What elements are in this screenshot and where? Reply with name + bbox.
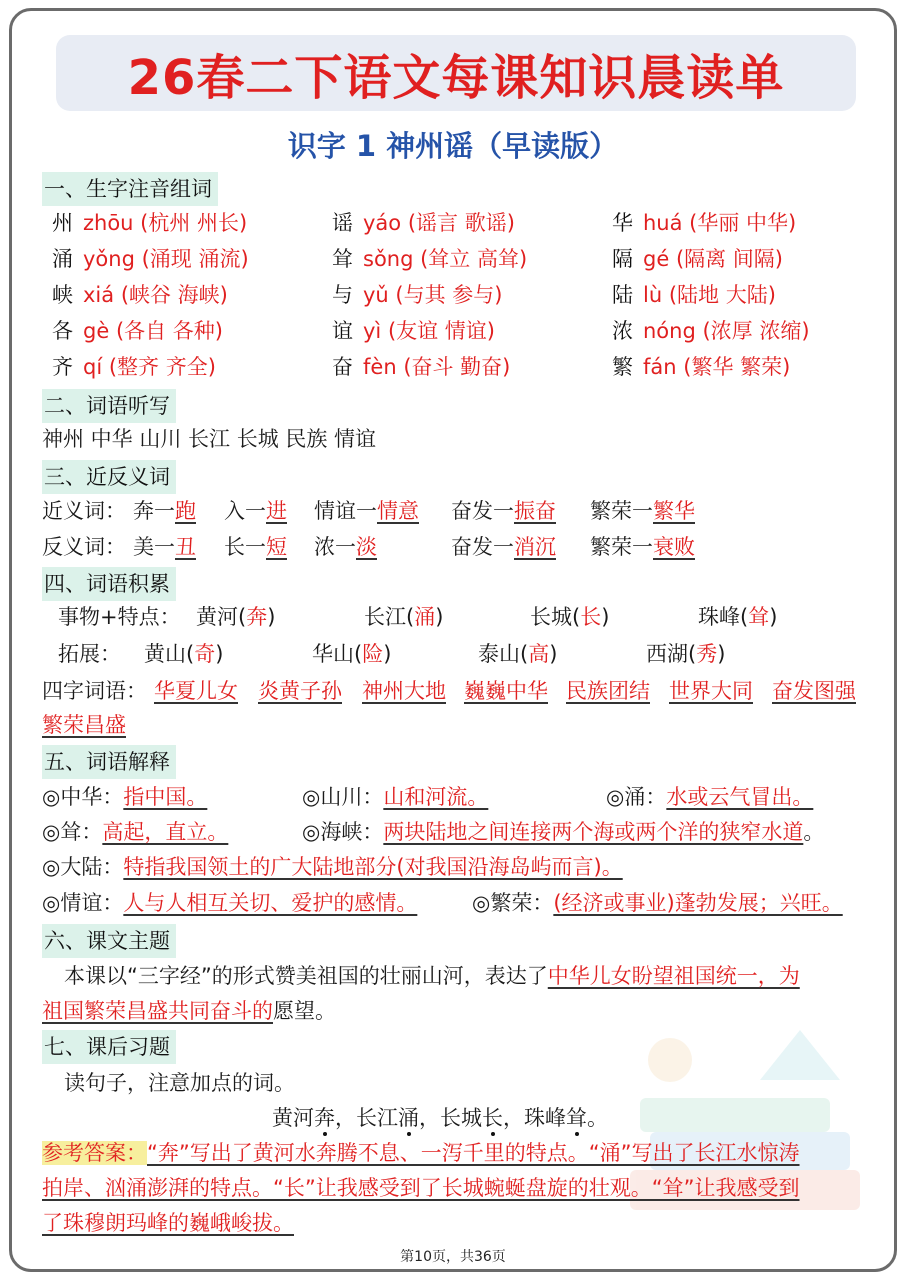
pinyin: yǔ [363,283,396,307]
pinyin: huá [643,211,690,235]
pinyin: nóng [643,319,703,343]
answer-word: 淡 [356,535,377,559]
answer-word: 消沉 [514,535,556,559]
word: 奔一 [133,499,175,523]
idiom: 繁荣昌盛 [42,713,126,737]
word-pair [224,532,287,562]
character-entry [52,316,223,346]
character-entry [612,280,776,310]
section-heading-theme: 六、课文主题 [42,924,176,958]
word: 情谊一 [314,499,377,523]
word-pair [451,532,556,562]
theme-line-2: 祖国繁荣昌盛共同奋斗的愿望。 [42,999,336,1023]
definition-term: ◎山川： [302,785,384,809]
definition [42,782,207,812]
section-heading-synonyms-antonyms: 三、近反义词 [42,460,176,494]
row-label: 近义词： [42,499,126,523]
definition [302,782,488,812]
dotted-character: 涌 [398,1106,419,1130]
theme-highlight-2: 祖国繁荣昌盛共同奋斗的 [42,999,273,1023]
word: 奋发一 [451,535,514,559]
word-pair [133,532,196,562]
answer-word: 进 [266,499,287,523]
definition-text: (经济或事业)蓬勃发展；兴旺。 [553,891,843,915]
idiom: 世界大同 [669,679,753,703]
word-group: (繁华 繁荣) [683,355,791,379]
definition-text: 山和河流。 [383,785,489,809]
character-entry [52,280,228,310]
word-group: (友谊 情谊) [387,319,495,343]
feature-pair [478,639,557,669]
character: 齐 [52,355,73,379]
character: 奋 [332,355,353,379]
definition-text: 高起，直立。 [102,820,229,844]
word-group: (陆地 大陆) [668,283,776,307]
word: 美一 [133,535,175,559]
word: 入一 [224,499,266,523]
feature: 高 [528,642,550,666]
feature: 涌 [414,605,436,629]
definition-term: ◎情谊： [42,891,124,915]
character-entry [612,244,783,274]
feature-pair [364,602,443,632]
feature: 奇 [194,642,216,666]
definition [42,817,228,847]
word-group: (谣言 歌谣) [407,211,515,235]
answer-word: 跑 [175,499,196,523]
character-entry [332,280,502,310]
paren: ) [383,642,392,666]
word-pair [590,496,695,526]
character: 各 [52,319,73,343]
character-entry [332,244,527,274]
word-pair [314,496,419,526]
feature-pair [646,639,725,669]
character-entry [332,316,495,346]
character: 陆 [612,283,633,307]
character-entry [52,208,247,238]
character-entry [52,352,216,382]
definition-term: ◎耸： [42,820,103,844]
pinyin: gé [643,247,676,271]
definition-text: 特指我国领土的广大陆地部分(对我国沿海岛屿而言)。 [123,855,623,879]
definition [42,852,623,882]
feature-pair [698,602,777,632]
definition-term: ◎中华： [42,785,124,809]
pinyin: fán [643,355,684,379]
definition [606,782,813,812]
sentence-end: 。 [587,1106,608,1130]
idiom: 奋发图强 [772,679,856,703]
definition-text: 指中国。 [123,785,208,809]
word-group: (隔离 间隔) [675,247,783,271]
row-label: 拓展： [58,642,121,666]
character-entry [612,208,796,238]
exercise-instruction: 读句子，注意加点的词。 [64,1071,295,1095]
section-heading-vocabulary: 四、词语积累 [42,567,176,601]
feature: 秀 [696,642,718,666]
place: 泰山( [478,642,529,666]
sentence-part: ，长江 [335,1106,398,1130]
section-heading-exercises: 七、课后习题 [42,1030,176,1064]
answer-word: 繁华 [653,499,695,523]
character: 繁 [612,355,633,379]
paren: ) [215,642,224,666]
pinyin: yǒng [83,247,142,271]
character: 谊 [332,319,353,343]
word: 长一 [224,535,266,559]
definition-term: ◎大陆： [42,855,124,879]
character-entry [52,244,249,274]
paren: ) [601,605,610,629]
character: 与 [332,283,353,307]
idiom: 民族团结 [566,679,650,703]
page-title: 26春二下语文每课知识晨读单 [127,49,785,106]
character-entry [332,352,510,382]
character-entry [612,352,790,382]
dotted-character: 长 [482,1106,503,1130]
character: 耸 [332,247,353,271]
feature-pair [530,602,609,632]
dotted-character: 耸 [566,1106,587,1130]
word-pair [224,496,287,526]
answer-word: 短 [266,535,287,559]
word-group: (各自 各种) [115,319,223,343]
character: 州 [52,211,73,235]
place: 华山( [312,642,363,666]
theme-highlight-1: 中华儿女盼望祖国统一，为 [547,964,800,988]
feature: 耸 [748,605,770,629]
dotted-character: 奔 [314,1106,335,1130]
word: 繁荣一 [590,535,653,559]
feature: 险 [362,642,384,666]
definition-term: ◎繁荣： [472,891,554,915]
row-label: 事物+特点： [58,605,181,629]
answer-word: 振奋 [514,499,556,523]
definition-term: ◎涌： [606,785,667,809]
definition [302,817,824,847]
definition-text: 水或云气冒出。 [666,785,814,809]
place: 长城( [530,605,581,629]
idiom: 巍巍中华 [464,679,548,703]
dictation-words: 神州 中华 山川 长江 长城 民族 情谊 [42,427,377,451]
pinyin: zhōu [83,211,141,235]
word-group: (华丽 中华) [689,211,797,235]
definition-text: 两块陆地之间连接两个海或两个洋的狭窄水道 [383,820,804,844]
character-entry [612,316,810,346]
sentence-part: ，长城 [419,1106,482,1130]
place: 西湖( [646,642,697,666]
feature-pair [196,602,275,632]
pinyin: qí [83,355,109,379]
title-banner [56,35,856,111]
sentence-part: 黄河 [272,1106,314,1130]
place: 黄山( [144,642,195,666]
pinyin: fèn [363,355,404,379]
pinyin: gè [83,319,116,343]
answer-line-2: 拍岸、汹涌澎湃的特点。“长”让我感受到了长城蜿蜒盘旋的壮观。“耸”让我感受到 [42,1176,800,1200]
character: 涌 [52,247,73,271]
character: 隔 [612,247,633,271]
pinyin: lù [643,283,669,307]
idiom: 神州大地 [362,679,446,703]
sentence-part: ，珠峰 [503,1106,566,1130]
pinyin: yì [363,319,388,343]
word-pair [314,532,377,562]
row-label: 反义词： [42,535,126,559]
answer-word: 丑 [175,535,196,559]
definition-period: 。 [803,820,825,844]
pinyin: xiá [83,283,121,307]
section-heading-characters: 一、生字注音组词 [42,172,218,206]
answer-word: 衰败 [653,535,695,559]
section-heading-definitions: 五、词语解释 [42,745,176,779]
answer-label: 参考答案： [42,1141,147,1165]
word-group: (峡谷 海峡) [120,283,228,307]
idiom: 华夏儿女 [154,679,238,703]
character: 谣 [332,211,353,235]
theme-line-1: 本课以“三字经”的形式赞美祖国的壮丽山河，表达了中华儿女盼望祖国统一，为 [64,964,800,988]
paren: ) [435,605,444,629]
character: 华 [612,211,633,235]
feature: 奔 [246,605,268,629]
answer-line-3: 了珠穆朗玛峰的巍峨峻拔。 [42,1211,294,1235]
idiom-label: 四字词语： [42,679,147,703]
page-number: 第10页，共36页 [400,1249,506,1265]
word-group: (涌现 涌流) [141,247,249,271]
answer-word: 情意 [377,499,419,523]
paren: ) [717,642,726,666]
word-group: (浓厚 浓缩) [702,319,810,343]
word-group: (整齐 齐全) [108,355,216,379]
lesson-subtitle: 识字 1 神州谣（早读版） [287,129,619,163]
character: 峡 [52,283,73,307]
place: 珠峰( [698,605,749,629]
word-pair [451,496,556,526]
paren: ) [267,605,276,629]
word: 繁荣一 [590,499,653,523]
pinyin: yáo [363,211,408,235]
word-pair [133,496,196,526]
answer-line-1: 参考答案：“奔”写出了黄河水奔腾不息、一泻千里的特点。“涌”写出了长江水惊涛 [42,1141,800,1165]
character-entry [332,208,515,238]
definition [472,888,843,918]
place: 黄河( [196,605,247,629]
word: 奋发一 [451,499,514,523]
paren: ) [769,605,778,629]
definition [42,888,417,918]
word-group: (与其 参与) [395,283,503,307]
place: 长江( [364,605,415,629]
word-group: (杭州 州长) [140,211,248,235]
word: 浓一 [314,535,356,559]
exercise-sentence [272,1103,608,1133]
decorative-books-illustration [600,1020,890,1240]
definition-term: ◎海峡： [302,820,384,844]
definition-text: 人与人相互关切、爱护的感情。 [123,891,418,915]
section-heading-dictation: 二、词语听写 [42,389,176,423]
feature-pair [144,639,223,669]
character: 浓 [612,319,633,343]
word-group: (奋斗 勤奋) [403,355,511,379]
feature-pair [312,639,391,669]
paren: ) [549,642,558,666]
pinyin: sǒng [363,247,421,271]
idiom: 炎黄子孙 [258,679,342,703]
word-pair [590,532,695,562]
feature: 长 [580,605,602,629]
word-group: (耸立 高耸) [420,247,528,271]
